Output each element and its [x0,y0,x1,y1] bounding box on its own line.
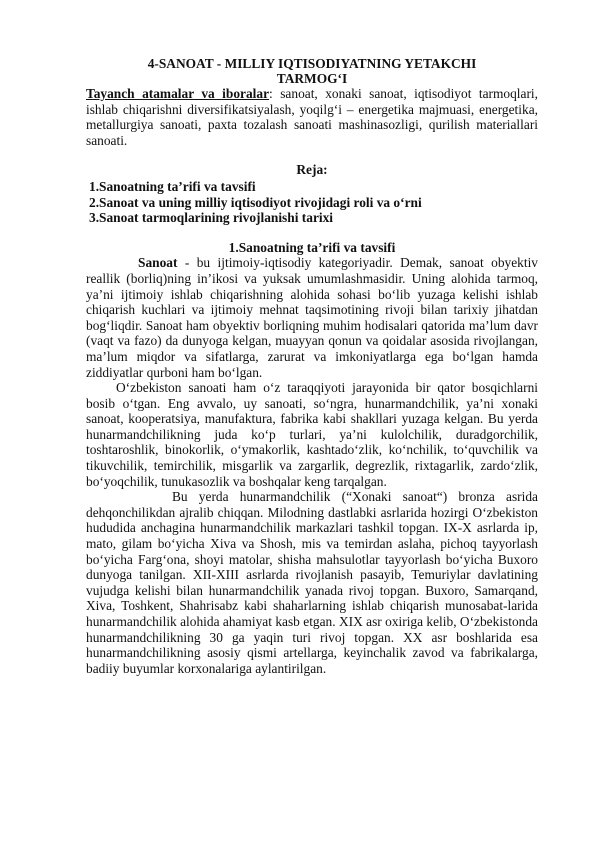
paragraph-3: Bu yerda hunarmandchilik (“Xonaki sanoat“) bronza asrida dehqonchilikdan ajralib chiqqan. Milodning dastlabki asrlarida hozirgi O‘zbekiston hududida anchagina hunarmandchilik markazlari tashkil topgan. IX-X asrlarda ip, mato, gilam bo‘yicha Xiva va Shosh, mis va temirdan aslaha, pichoq tayyorlash bo‘yicha Farg‘ona, shoyi matolar, shisha mahsulotlar tayyorlash bo‘yicha Buxoro dunyoga tanilgan. XII-XIII asrlarda rivojlanish pasayib, Temuriylar davlatining vujudga kelishi bilan hunarmandchilik yanada rivoj topgan. Buxoro, Samarqand, Xiva, Toshkent, Shahrisabz kabi shaharlarning ishlab chiqarish munosabat-larida hunarmandchilik alohida ahamiyat kasb etgan. XIX asr oxiriga kelib, O‘zbekistonda hunarmandchilikning 30 ga yaqin turi rivoj topgan. XX asr boshlarida esa hunarmandchilikning asosiy qismi artellarga, keyinchalik zavod va fabrikalarga, badiiy buyumlar korxonalariga aylantirilgan. [86,489,538,676]
keywords-paragraph [86,86,538,148]
paragraph-2: O‘zbekiston sanoati ham o‘z taraqqiyoti jarayonida bir qator bosqichlarni bosib o‘tgan. Eng avvalo, uy sanoati, so‘ngra, hunarmandchilik, ya’ni xonaki sanoat, kooperatsiya, manufaktura, fabrika kabi shakllari yuzaga kelgan. Bu yerda hunarmandchilikning juda ko‘p turlari, ya’ni kulolchilik, duradgorchilik, toshtaroshlik, binokorlik, o‘ymakorlik, kashtado‘zlik, ko‘nchilik, to‘quvchilik va tikuvchilik, temirchilik, misgarlik va zargarlik, degrezlik, rixtagarlik, zardo‘zlik, bo‘yoqchilik, tunukasozlik va boshqalar keng tarqalgan. [86,380,538,489]
plan-item: 3.Sanoat tarmoqlarining rivojlanishi tarixi [89,210,334,226]
keywords-label: Tayanch atamalar va iboralar [86,86,270,101]
section-heading: 1.Sanoatning ta’rifi va tavsifi [228,239,396,255]
paragraph-1 [86,255,538,380]
plan-item: 1.Sanoatning ta’rifi va tavsifi [89,178,256,194]
plan-list [86,179,538,226]
term-sanoat: Sanoat [138,255,178,271]
plan-heading: Reja: [296,162,328,178]
title-line-1: 4-SANOAT - MILLIY IQTISODIYATNING YETAKCHI [147,56,477,71]
keywords-text: : sanoat, xonaki sanoat, iqtisodiyot tarmoqlari, ishlab chiqarishni diversifikatsiyalash, yoqilg‘i – energetika majmuasi, energetika, metallurgiya sanoati, paxta tozalash sanoati mashinasozligi, qurilish materiallari sanoati. [86,86,538,148]
title-line-2: TARMOG‘I [276,71,348,86]
plan-item: 2.Sanoat va uning milliy iqtisodiyot rivojidagi roli va o‘rni [89,194,422,210]
paragraph-1-text: - bu ijtimoiy-iqtisodiy kategoriyadir. Demak, sanoat obyektiv reallik (borliq)ning in’ikosi va yuksak umumlashmasidir. Uning alohida tarmoq, ya’ni ijtimoiy ishlab chiqarishning alohida sohasi bo‘lib yuzaga kelishi ishlab chiqarish kuchlari va ijtimoiy mehnat taqsimotining rivoji bilan tarixiy jihatdan bog‘liqdir. Sanoat ham obyektiv borliqning muhim hodisalari qatorida ma’lum davr (vaqt va fazo) da dunyoga kelgan, muayyan qonun va qoidalar asosida rivojlangan, ma’lum miqdor va sifatlarga, zarurat va imkoniyatlarga ega bo‘lgan hamda ziddiyatlar qurboni ham bo‘lgan. [86,255,538,380]
document-title [86,56,538,86]
